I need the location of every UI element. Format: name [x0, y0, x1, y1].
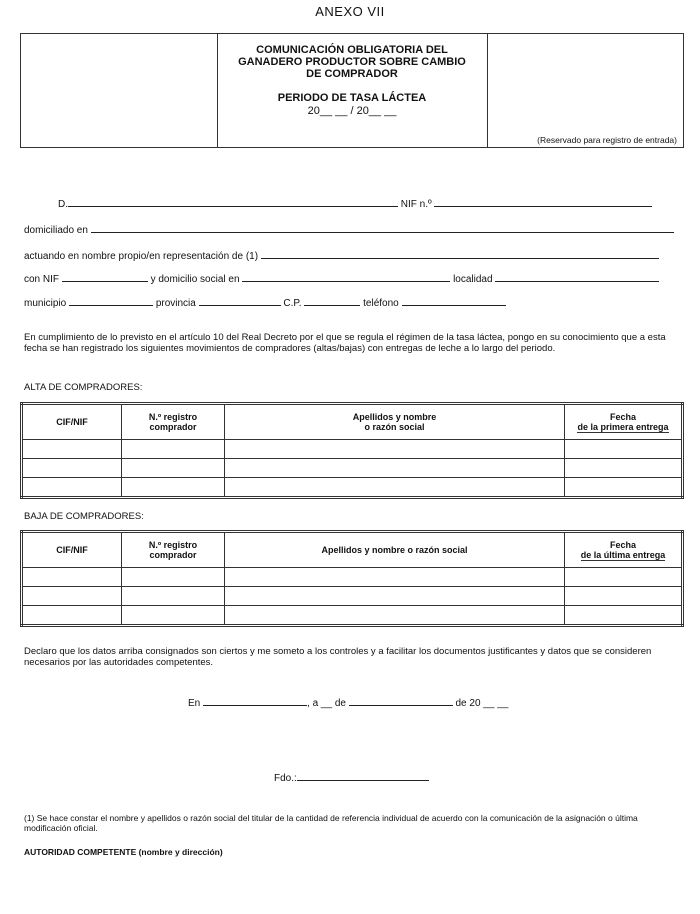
localidad-label: localidad — [453, 274, 493, 285]
provincia-label: provincia — [155, 298, 196, 309]
telefono-field[interactable] — [402, 296, 506, 306]
cp-label: C.P. — [283, 298, 302, 309]
baja-header-nombre: Apellidos y nombre o razón social — [225, 532, 565, 568]
alta-header-nombre: Apellidos y nombre o razón social — [225, 404, 565, 440]
alta-table — [20, 402, 684, 499]
domicile-field[interactable] — [91, 223, 674, 233]
month-field[interactable] — [349, 696, 453, 706]
nif-label: NIF n.º — [400, 199, 432, 210]
declaration-text: Declaro que los datos arriba consignados son ciertos y me someto a los controles y a facilitar los documentos justificantes y datos que se consideren necesarios por las autoridades competentes. — [24, 646, 652, 668]
signature-field[interactable] — [297, 771, 429, 781]
baja-header-cifnif: CIF/NIF — [22, 532, 122, 568]
header-box — [20, 33, 684, 148]
nif-field[interactable] — [434, 197, 652, 207]
signature-line — [274, 771, 429, 784]
name-field[interactable] — [68, 197, 398, 207]
baja-header-fecha: Fecha de la última entrega — [565, 532, 683, 568]
annex-title: ANEXO VII — [315, 4, 385, 19]
table-row — [22, 440, 683, 459]
place-field[interactable] — [203, 696, 307, 706]
authority-label: AUTORIDAD COMPETENTE (nombre y dirección) — [24, 847, 223, 857]
alta-section-label: ALTA DE COMPRADORES: — [24, 382, 143, 393]
place-date-line — [188, 696, 508, 709]
municipio-field[interactable] — [69, 296, 153, 306]
d-label: D. — [58, 199, 68, 210]
table-row — [22, 568, 683, 587]
table-row — [22, 606, 683, 626]
domicilio-social-label: y domicilio social en — [150, 274, 240, 285]
table-row — [22, 478, 683, 498]
alta-header-fecha: Fecha de la primera entrega — [565, 404, 683, 440]
header-title-line-2: GANADERO PRODUCTOR SOBRE CAMBIO — [238, 56, 466, 68]
localidad-field[interactable] — [495, 272, 659, 282]
baja-table — [20, 530, 684, 627]
nif-domicile-line — [24, 272, 659, 285]
en-label: En — [188, 698, 201, 709]
con-nif-field[interactable] — [62, 272, 148, 282]
reserved-cell — [487, 34, 683, 147]
telefono-label: teléfono — [363, 298, 399, 309]
header-title-line-3: DE COMPRADOR — [306, 68, 398, 80]
acting-field[interactable] — [261, 249, 659, 259]
intro-text: En cumplimiento de lo previsto en el artículo 10 del Real Decreto por el que se regula el régimen de la tasa láctea, pongo en su conocimiento que a esta fecha se han registrado los siguientes movimientos de compradores (altas/bajas) con entregas de leche a lo largo del periodo. — [24, 332, 666, 354]
domicile-label: domiciliado en — [24, 225, 88, 236]
table-row — [22, 587, 683, 606]
reserved-note: (Reservado para registro de entrada) — [537, 135, 677, 145]
footnote: (1) Se hace constar el nombre y apellidos o razón social del titular de la cantidad de referencia individual de acuerdo con la comunicación de la asignación o última modificación oficial. — [24, 813, 638, 833]
header-title-cell — [217, 34, 488, 147]
signature-label: Fdo.: — [274, 773, 297, 784]
location-line — [24, 296, 506, 309]
period-label: PERIODO DE TASA LÁCTEA — [277, 92, 427, 104]
provincia-field[interactable] — [199, 296, 281, 306]
year-label: de 20 __ __ — [455, 698, 509, 709]
alta-header-registro: N.º registro comprador — [122, 404, 225, 440]
domicilio-social-field[interactable] — [242, 272, 450, 282]
acting-line — [24, 249, 659, 262]
municipio-label: municipio — [24, 298, 67, 309]
con-nif-label: con NIF — [24, 274, 60, 285]
table-row — [22, 459, 683, 478]
cp-field[interactable] — [304, 296, 360, 306]
period-years: 20__ __ / 20__ __ — [307, 105, 397, 117]
acting-label: actuando en nombre propio/en representación de (1) — [24, 251, 259, 262]
alta-header-cifnif: CIF/NIF — [22, 404, 122, 440]
a-label: , a __ de — [307, 698, 346, 709]
header-title-line-1: COMUNICACIÓN OBLIGATORIA DEL — [256, 44, 448, 56]
baja-section-label: BAJA DE COMPRADORES: — [24, 511, 144, 522]
domicile-line — [24, 223, 674, 236]
baja-header-registro: N.º registro comprador — [122, 532, 225, 568]
name-line — [58, 197, 652, 210]
header-blank-cell — [21, 34, 218, 147]
